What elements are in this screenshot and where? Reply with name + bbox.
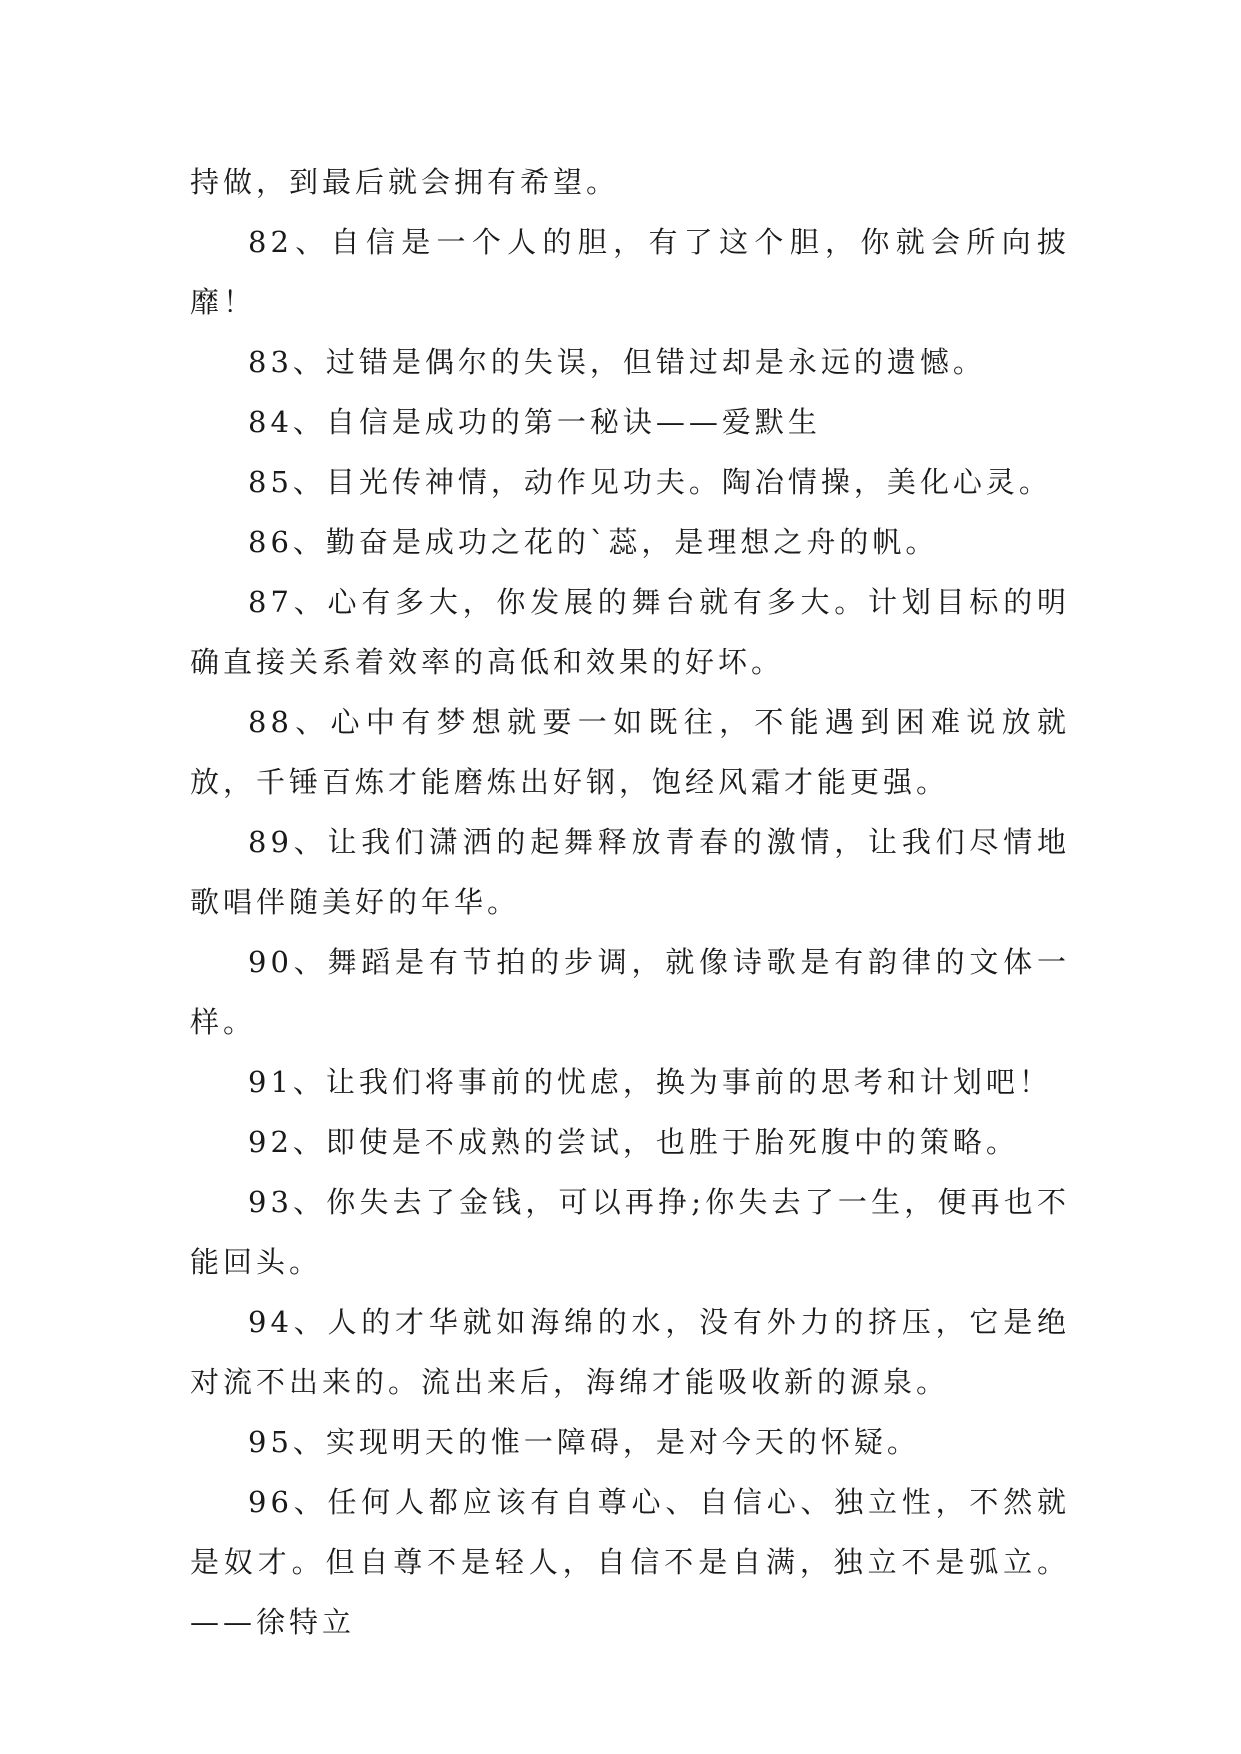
quote-83: 83、过错是偶尔的失误，但错过却是永远的遗憾。 <box>248 345 986 379</box>
quote-86: 86、勤奋是成功之花的`蕊，是理想之舟的帆。 <box>248 525 939 559</box>
quote-89: 89、让我们潇洒的起舞释放青春的激情，让我们尽情地歌唱伴随美好的年华。 <box>190 825 1070 919</box>
quote-88: 88、心中有梦想就要一如既往，不能遇到困难说放就放，千锤百炼才能磨炼出好钢，饱经风霜才能更强。 <box>190 705 1070 799</box>
quote-93: 93、你失去了金钱，可以再挣;你失去了一生，便再也不能回头。 <box>190 1185 1070 1279</box>
quote-87: 87、心有多大，你发展的舞台就有多大。计划目标的明确直接关系着效率的高低和效果的好坏。 <box>190 585 1070 679</box>
quote-91: 91、让我们将事前的忧虑，换为事前的思考和计划吧！ <box>248 1065 1052 1099</box>
quote-94: 94、人的才华就如海绵的水，没有外力的挤压，它是绝对流不出来的。流出来后，海绵才能吸收新的源泉。 <box>190 1305 1070 1399</box>
quote-96: 96、任何人都应该有自尊心、自信心、独立性，不然就是奴才。但自尊不是轻人，自信不是自满，独立不是弧立。——徐特立 <box>190 1485 1070 1639</box>
quote-95: 95、实现明天的惟一障碍，是对今天的怀疑。 <box>248 1425 920 1459</box>
quote-92: 92、即使是不成熟的尝试，也胜于胎死腹中的策略。 <box>248 1125 1019 1159</box>
quote-90: 90、舞蹈是有节拍的步调，就像诗歌是有韵律的文体一样。 <box>190 945 1070 1039</box>
quote-85: 85、目光传神情，动作见功夫。陶冶情操，美化心灵。 <box>248 465 1052 499</box>
document-body <box>190 152 1070 1652</box>
paragraph-continuation: 持做，到最后就会拥有希望。 <box>190 165 620 199</box>
quote-84: 84、自信是成功的第一秘诀——爱默生 <box>248 405 821 439</box>
quote-82: 82、自信是一个人的胆，有了这个胆，你就会所向披靡！ <box>190 225 1070 319</box>
